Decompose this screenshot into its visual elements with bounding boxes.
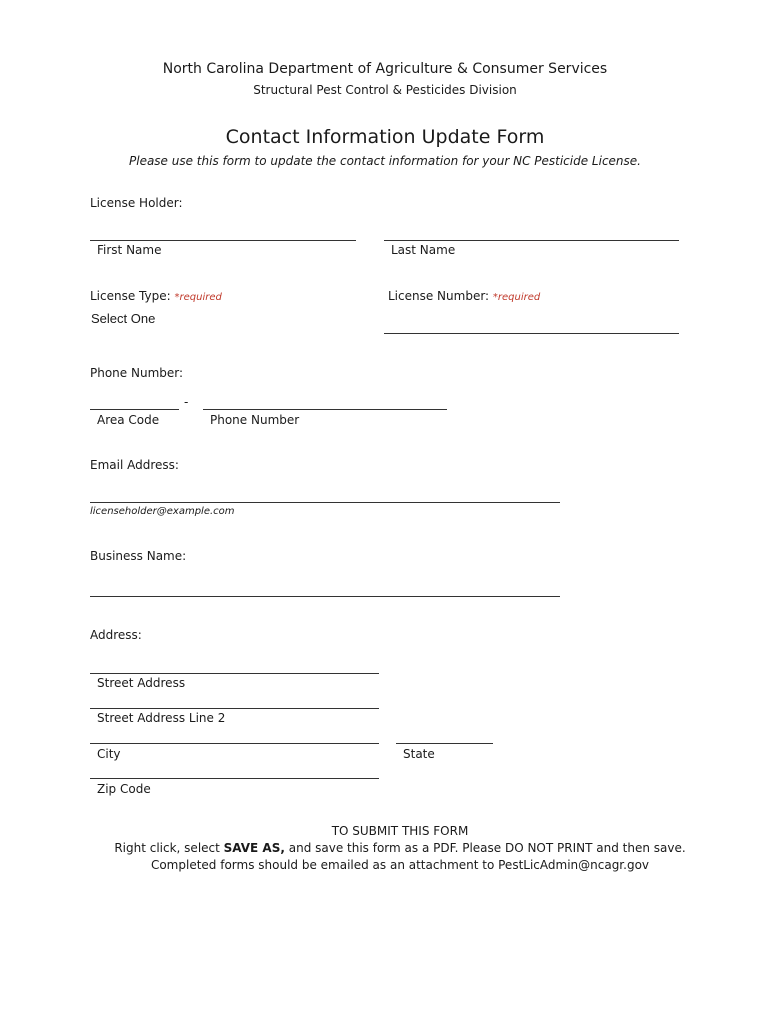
- division-name: Structural Pest Control & Pesticides Division: [253, 83, 517, 97]
- state-caption: State: [403, 747, 435, 761]
- submit-line1-prefix: Right click, select: [114, 841, 224, 855]
- license-type-label-text: License Type:: [90, 289, 171, 303]
- phone-separator: -: [184, 395, 189, 409]
- phone-number-underline: [203, 409, 447, 410]
- street-address-field[interactable]: [90, 652, 379, 672]
- state-field[interactable]: [396, 723, 493, 743]
- zip-code-caption: Zip Code: [97, 782, 151, 796]
- license-type-label: [90, 289, 222, 303]
- business-name-label: Business Name:: [90, 549, 187, 563]
- street-address-2-caption: Street Address Line 2: [97, 711, 226, 725]
- first-name-field[interactable]: [90, 220, 356, 240]
- license-number-label: [388, 289, 540, 303]
- first-name-caption: First Name: [97, 243, 162, 257]
- form-title: Contact Information Update Form: [225, 126, 545, 148]
- submit-heading: TO SUBMIT THIS FORM: [331, 824, 469, 838]
- submit-line1-bold: SAVE AS,: [223, 841, 285, 855]
- license-type-select[interactable]: Select One: [91, 311, 156, 326]
- license-type-required: *required: [174, 292, 222, 303]
- email-underline: [90, 502, 560, 503]
- zip-code-underline: [90, 778, 379, 779]
- license-number-label-text: License Number:: [388, 289, 490, 303]
- submit-line1-suffix: and save this form as a PDF. Please DO NOT PRINT and then save.: [284, 841, 686, 855]
- area-code-underline: [90, 409, 179, 410]
- address-label: Address:: [90, 628, 142, 642]
- last-name-caption: Last Name: [391, 243, 456, 257]
- street-address-2-field[interactable]: [90, 688, 379, 708]
- license-number-required: *required: [492, 292, 541, 303]
- phone-number-field[interactable]: [203, 389, 447, 409]
- area-code-field[interactable]: [90, 389, 179, 409]
- state-underline: [396, 743, 493, 744]
- street-address-2-underline: [90, 708, 379, 709]
- email-label: Email Address:: [90, 458, 179, 472]
- email-field[interactable]: [90, 482, 560, 502]
- area-code-caption: Area Code: [97, 413, 160, 427]
- city-caption: City: [97, 747, 121, 761]
- first-name-underline: [90, 240, 356, 241]
- submit-instruction-line2: Completed forms should be emailed as an attachment to PestLicAdmin@ncagr.gov: [150, 858, 650, 872]
- city-underline: [90, 743, 379, 744]
- city-field[interactable]: [90, 723, 379, 743]
- street-address-underline: [90, 673, 379, 674]
- last-name-field[interactable]: [384, 220, 679, 240]
- street-address-caption: Street Address: [97, 676, 186, 690]
- phone-number-caption: Phone Number: [210, 413, 300, 427]
- license-number-field[interactable]: [384, 312, 679, 332]
- license-number-underline: [384, 333, 679, 334]
- zip-code-field[interactable]: [90, 758, 379, 778]
- submit-instruction-line1: [0, 840, 770, 857]
- email-example: licenseholder@example.com: [90, 506, 235, 517]
- agency-name: North Carolina Department of Agriculture & Consumer Services: [162, 61, 608, 77]
- business-name-underline: [90, 596, 560, 597]
- phone-label: Phone Number:: [90, 366, 184, 380]
- last-name-underline: [384, 240, 679, 241]
- business-name-field[interactable]: [90, 576, 560, 596]
- form-instructions: Please use this form to update the contact information for your NC Pesticide License.: [129, 154, 641, 168]
- license-holder-label: License Holder:: [90, 196, 183, 210]
